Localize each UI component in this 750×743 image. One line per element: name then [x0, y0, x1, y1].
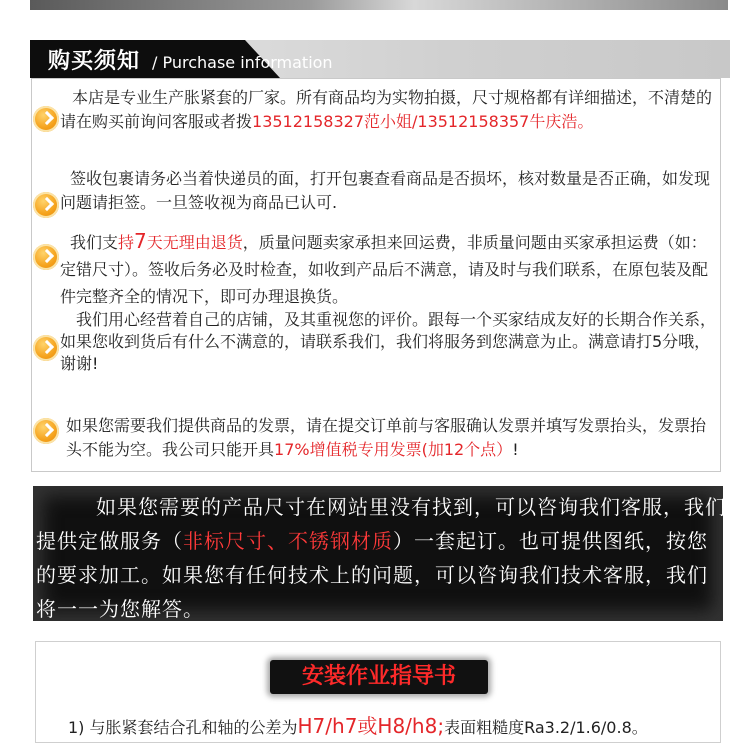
arrow-bullet-icon [33, 192, 59, 218]
arrow-bullet-icon [33, 244, 59, 270]
notice-paragraph-1: 本店是专业生产胀紧套的厂家。所有商品均为实物拍摄，尺寸规格都有详细描述，不清楚的请在购买前询问客服或者拨13512158327范小姐/13512158357牛庆浩。 [60, 88, 713, 131]
section-title-en: / Purchase information [152, 53, 333, 72]
install-guide-title: 安装作业指导书 [301, 664, 456, 689]
notice-paragraph-3: 我们支持7天无理由退货，质量问题卖家承担来回运费，非质量问题由买家承担运费（如：定错尺寸）。签收后务必及时检查，如收到产品后不满意，请及时与我们联系，在原包装及配件完整齐全的情况下，即可办理退换货。 [60, 229, 709, 306]
tolerance-highlight: H7/h7或H8/h8; [297, 714, 445, 738]
arrow-bullet-icon [33, 418, 59, 444]
install-guide-line-1: 1) 与胀紧套结合孔和轴的公差为H7/h7或H8/h8;表面粗糙度Ra3.2/1.6/0.8。 [68, 714, 648, 738]
custom-spec-highlight: 非标尺寸、不锈钢材质 [183, 529, 393, 553]
notice-paragraph-2: 签收包裹请务必当着快递员的面，打开包裹查看商品是否损坏，核对数量是否正确，如发现问题请拒签。一旦签收视为商品已认可. [60, 169, 711, 212]
contact-phone: 13512158327范小姐/13512158357牛庆浩。 [252, 112, 594, 131]
custom-service-text: 如果您需要的产品尺寸在网站里没有找到，可以咨询我们客服，我们提供定做服务（非标尺寸、不锈钢材质）一套起订。也可提供图纸，按您的要求加工。如果您有任何技术上的问题，可以咨询我们技术客服，我们将一一为您解答。 [36, 495, 726, 621]
top-banner-strip [30, 0, 728, 10]
notice-paragraph-5: 如果您需要我们提供商品的发票，请在提交订单前与客服确认发票并填写发票抬头，发票抬头不能为空。我公司只能开具17%增值税专用发票(加12个点）! [66, 416, 707, 459]
section-title-zh: 购买须知 [48, 49, 141, 74]
invoice-note: 17%增值税专用发票(加12个点） [274, 440, 513, 459]
return-days: 7 [134, 229, 147, 253]
arrow-bullet-icon [33, 106, 59, 132]
arrow-bullet-icon [33, 335, 59, 361]
notice-paragraph-4: 我们用心经营着自己的店铺，及其重视您的评价。跟每一个买家结成友好的长期合作关系，如果您收到货后有什么不满意的，请联系我们，我们将服务到您满意为止。满意请打5分哦，谢谢! [60, 310, 717, 373]
